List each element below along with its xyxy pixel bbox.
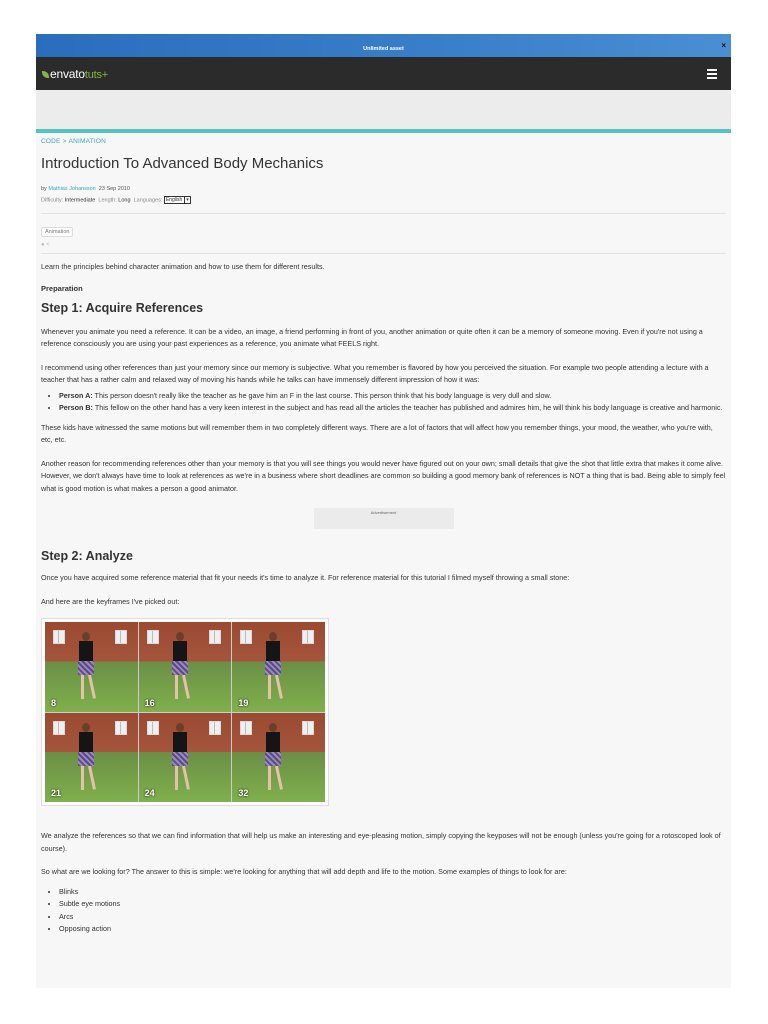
keyframe-cell <box>45 622 138 712</box>
breadcrumb-separator: > <box>62 138 67 145</box>
length-value: Long <box>118 197 131 204</box>
tag-animation[interactable]: Animation <box>41 227 73 237</box>
person-b-label: Person B: <box>59 403 93 412</box>
paragraph: These kids have witnessed the same motions but will remember them in two completely different ways. There are a lot of factors that will affect how you remember things, your mood, the weather, who you're with, etc, etc. <box>41 422 713 444</box>
person-a-label: Person A: <box>59 390 93 400</box>
list-item <box>59 390 726 403</box>
breadcrumb-code[interactable]: CODE <box>41 138 61 145</box>
list-item: • Blinks <box>59 886 726 899</box>
advertisement-box[interactable] <box>314 508 454 529</box>
frame-number: 8 <box>51 697 57 708</box>
advertisement-label: Advertisement <box>370 510 397 515</box>
section-preparation: Preparation <box>41 283 83 293</box>
difficulty-value: Intermediate <box>64 197 96 204</box>
author-link[interactable]: Mathias Johansson <box>48 186 96 192</box>
languages-label: Languages: <box>133 197 163 204</box>
list-item: • Subtle eye motions <box>59 898 726 911</box>
publish-date: 23 Sep 2010 <box>98 186 130 192</box>
frame-number: 21 <box>51 788 62 798</box>
close-icon[interactable]: × <box>721 41 726 50</box>
language-select[interactable] <box>164 196 191 204</box>
ad-banner-area <box>36 90 731 129</box>
hamburger-menu-icon[interactable] <box>707 69 717 81</box>
keyframes-image <box>41 618 329 806</box>
paragraph: Once you have acquired some reference material that fit your needs it's time to analyze it. For reference material for this tutorial I filmed myself throwing a small stone: <box>41 573 570 582</box>
keyframe-cell <box>232 622 325 712</box>
promo-text: Unlimited asset <box>363 46 404 52</box>
logo-sub-text: tuts+ <box>84 69 108 81</box>
chevron-down-icon: ▾ <box>186 197 189 203</box>
heading-step-2: Step 2: Analyze <box>41 549 133 563</box>
person-b-text: This fellow on the other hand has a very keen interest in the subject and has read all the articles the teacher has published and admires him, he will think his body language is creative and harmonic. <box>92 403 723 412</box>
person-list <box>41 390 726 415</box>
article-byline <box>41 186 726 192</box>
top-nav <box>36 57 731 90</box>
length-label: Length: <box>98 197 117 204</box>
keyframe-cell <box>139 713 232 803</box>
accent-bar <box>36 129 731 133</box>
paragraph: So what are we looking for? The answer to this is simple: we're looking for anything that will add depth and life to the motion. Some examples of things to look for are: <box>41 867 567 876</box>
breadcrumb-animation[interactable]: ANIMATION <box>68 138 107 145</box>
language-value: English <box>165 197 183 203</box>
envato-leaf-icon <box>42 71 49 78</box>
byline-by: by <box>41 186 47 192</box>
keyframe-cell <box>139 622 232 712</box>
page <box>36 34 731 988</box>
person-a-text: This person doesn't really like the teacher as he gave him an F in the last course. This person think that his body language is very dull and slow. <box>92 390 552 400</box>
article-meta <box>41 196 726 204</box>
list-item: • Arcs <box>59 911 726 924</box>
heading-step-1: Step 1: Acquire References <box>41 300 204 315</box>
promo-banner[interactable] <box>36 34 731 57</box>
list-item: • Opposing action <box>59 923 726 936</box>
list-item <box>59 402 726 415</box>
keyframe-cell <box>232 713 325 803</box>
article-intro: Learn the principles behind character animation and how to use them for different results. <box>41 262 325 271</box>
paragraph: We analyze the references so that we can find information that will help us make an interesting and eye-pleasing motion, simply copying the keyposes will not be enough (unless you're going for a rotoscoped look of course). <box>41 831 721 853</box>
frame-number: 19 <box>238 697 249 708</box>
paragraph: I recommend using other references than just your memory since our memory is subjective. What you remember is flavored by how you perceived the situation. For example two people attending a lecture with a teacher that has a rather calm and relaxed way of moving his hands while he talks can have immensely different impression of how it was: <box>41 362 709 384</box>
page-title: Introduction To Advanced Body Mechanics <box>41 155 324 172</box>
share-icon[interactable]: < <box>46 242 50 248</box>
paragraph: Whenever you animate you need a reference. It can be a video, an image, a friend performing in front of you, another animation or quite often it can be a memory of someone moving. Even if you're not using a reference consciously you are using your past experiences as a reference, you animate what FEELS right. <box>41 326 703 348</box>
envato-tuts-logo[interactable] <box>42 67 108 81</box>
frame-number: 24 <box>144 788 155 798</box>
article-content <box>36 138 731 936</box>
breadcrumb <box>41 138 726 145</box>
keyframe-cell <box>45 713 138 803</box>
difficulty-label: Difficulty: <box>41 197 64 204</box>
paragraph: Another reason for recommending references other than your memory is that you will see things you would never have figured out on your own; small details that give the shot that little extra that makes it come alive. However, we don't always have time to look at references as we're in a business where short deadlines are common so building a good memory bank of references is NOT a thing that is bad. Being able to simply feel what is good motion is what makes a person a good animator. <box>41 458 726 493</box>
examples-list <box>41 886 726 936</box>
comment-icon[interactable]: ● <box>41 242 45 248</box>
paragraph: And here are the keyframes I've picked out: <box>41 596 180 606</box>
frame-number: 32 <box>238 788 249 798</box>
frame-number: 16 <box>144 697 155 708</box>
logo-main-text: envato <box>50 67 85 81</box>
